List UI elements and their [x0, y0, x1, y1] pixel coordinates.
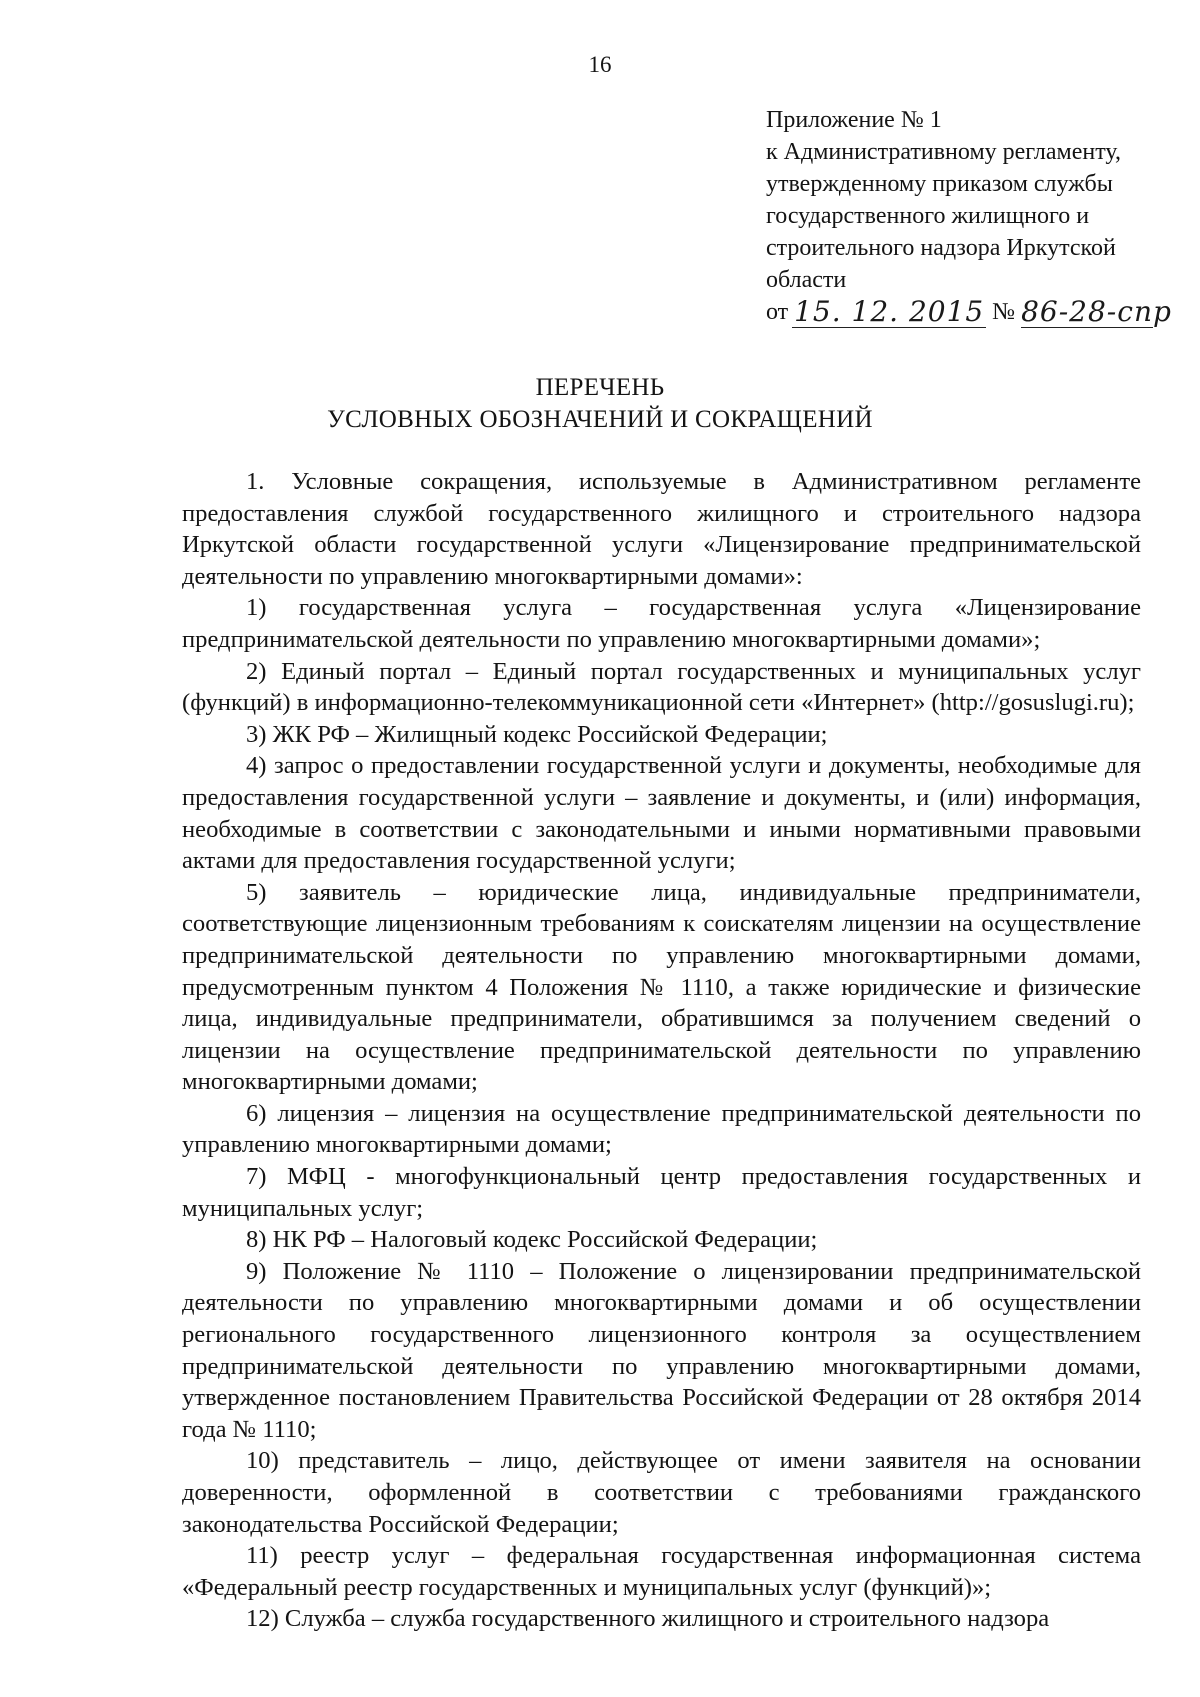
- list-item: 12) Служба – служба государственного жилищного и строительного надзора: [246, 1605, 1050, 1633]
- handwritten-number: 86-28-спр: [1021, 295, 1172, 328]
- date-label: от: [766, 299, 789, 325]
- paragraph-intro: 1. Условные сокращения, используемые в Административном регламенте предоставления службой государственного жилищного и строительного надзора Иркутской области государственной услуги «Лицензирование предпринимательской деятельности по управлению многоквартирными домами»:: [182, 468, 1141, 590]
- appendix-line: к Административному регламенту,: [766, 139, 1121, 165]
- list-item: 10) представитель – лицо, действующее от имени заявителя на основании доверенности, оформленной в соответствии с требованиями гражданского законодательства Российской Федерации;: [182, 1447, 1141, 1538]
- list-item: 11) реестр услуг – федеральная государственная информационная система «Федеральный реестр государственных и муниципальных услуг (функций)»;: [182, 1542, 1141, 1601]
- page-number: 16: [588, 52, 612, 77]
- document-title: ПЕРЕЧЕНЬ: [535, 374, 665, 401]
- appendix-line: утвержденному приказом службы: [766, 171, 1113, 197]
- handwritten-date: 15. 12. 2015: [794, 295, 985, 328]
- list-item: 4) запрос о предоставлении государственной услуги и документы, необходимые для предоставления государственной услуги – заявление и документы, и (или) информация, необходимые в соответствии с законодательными и иными нормативными правовыми актами для предоставления государственной услуги;: [182, 752, 1141, 875]
- list-item: 3) ЖК РФ – Жилищный кодекс Российской Федерации;: [246, 720, 828, 748]
- document-body: [182, 466, 1141, 1635]
- list-item: 6) лицензия – лицензия на осуществление предпринимательской деятельности по управлению многоквартирными домами;: [182, 1099, 1141, 1159]
- number-label: №: [992, 299, 1016, 325]
- appendix-line: Приложение № 1: [766, 107, 942, 133]
- list-item: 9) Положение № 1110 – Положение о лицензировании предпринимательской деятельности по управлению многоквартирными домами и об осуществлении регионального государственного лицензионного контроля за осуществлением предпринимательской деятельности по управлению многоквартирными домами, утвержденное постановлением Правительства Российской Федерации от 28 октября 2014 года № 1110;: [182, 1257, 1141, 1443]
- list-item: 2) Единый портал – Единый портал государственных и муниципальных услуг (функций) в информационно-телекоммуникационной сети «Интернет» (http://gosuslugi.ru);: [182, 657, 1141, 717]
- list-item: 8) НК РФ – Налоговый кодекс Российской Федерации;: [246, 1226, 818, 1254]
- order-date-number-line: [766, 295, 1172, 332]
- list-item: 1) государственная услуга – государственная услуга «Лицензирование предпринимательской деятельности по управлению многоквартирными домами»;: [182, 594, 1141, 653]
- appendix-line: области: [766, 267, 847, 293]
- list-item: 7) МФЦ - многофункциональный центр предоставления государственных и муниципальных услуг;: [182, 1163, 1141, 1222]
- appendix-line: государственного жилищного и: [766, 203, 1090, 229]
- list-item: 5) заявитель – юридические лица, индивидуальные предприниматели, соответствующие лицензионным требованиям к соискателям лицензии на осуществление предпринимательской деятельности по управлению многоквартирными домами, предусмотренным пунктом 4 Положения № 1110, а также юридические и физические лица, индивидуальные предприниматели, обратившимся за получением сведений о лицензии на осуществление предпринимательской деятельности по управлению многоквартирными домами;: [182, 878, 1141, 1096]
- appendix-block: [766, 104, 1172, 332]
- document-subtitle: УСЛОВНЫХ ОБОЗНАЧЕНИЙ И СОКРАЩЕНИЙ: [327, 406, 873, 433]
- appendix-line: строительного надзора Иркутской: [766, 235, 1116, 261]
